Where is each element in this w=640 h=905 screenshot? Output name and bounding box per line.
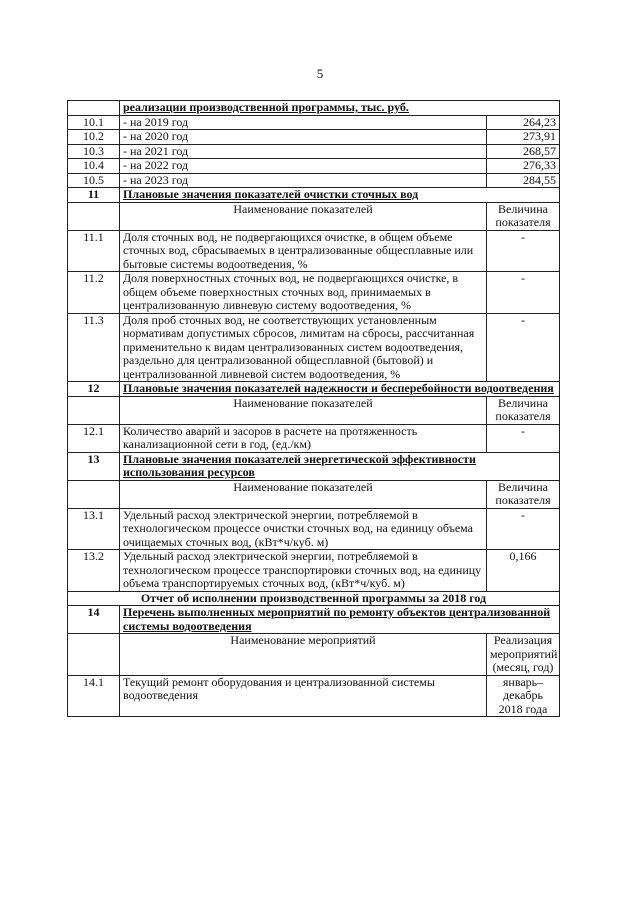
section-title: Плановые значения показателей очистки сточных вод [120,188,560,203]
table-row [68,272,560,314]
row-number: 10.5 [68,173,120,188]
row-number: 13.2 [68,550,120,592]
table-row [68,675,560,717]
row-label: - на 2022 год [120,159,487,174]
table-row [68,115,560,130]
table-row [68,313,560,382]
row-label: Количество аварий и засоров в расчете на протяженность канализационной сети в год, (ед./км) [120,424,487,452]
column-header-value: Реализация мероприятий (месяц, год) [487,634,560,676]
section-number: 12 [68,382,120,397]
report-title-row [68,591,560,606]
row-value: 276,33 [487,159,560,174]
column-header-value: Величина показателя [487,396,560,424]
section-title: Плановые значения показателей надежности и бесперебойности водоотведения [120,382,560,397]
row-label: - на 2019 год [120,115,487,130]
table-row [68,508,560,550]
row-value: - [487,313,560,382]
column-header-row [68,480,560,508]
section-number: 13 [68,452,120,480]
row-number: 11.2 [68,272,120,314]
section-10-title-row [68,101,560,116]
section-title: Перечень выполненных мероприятий по ремонту объектов централизованной системы водоотведения [120,606,560,634]
row-value: - [487,424,560,452]
column-header-row [68,202,560,230]
section-14-title-row [68,606,560,634]
table-row [68,159,560,174]
table-row [68,230,560,272]
row-label: Доля поверхностных сточных вод, не подвергающихся очистке, в общем объеме поверхностных сточных вод, принимаемых в централизованную ливневую систему водоотведения, % [120,272,487,314]
table-row [68,550,560,592]
row-label: Доля сточных вод, не подвергающихся очистке, в общем объеме сточных вод, сбрасываемых в централизованные общесплавные или бытовые системы водоотведения, % [120,230,487,272]
section-number: 11 [68,188,120,203]
row-label: Текущий ремонт оборудования и централизованной системы водоотведения [120,675,487,717]
row-number: 10.4 [68,159,120,174]
row-value: - [487,230,560,272]
row-value: 273,91 [487,130,560,145]
row-label: Удельный расход электрической энергии, потребляемой в технологическом процессе очистки сточных вод, на единицу объема очищаемых сточных вод, (кВт*ч/куб. м) [120,508,487,550]
section-11-title-row [68,188,560,203]
column-header-name: Наименование мероприятий [120,634,487,676]
section-title: Плановые значения показателей энергетической эффективности использования ресурсов [120,452,560,480]
row-number: 11.1 [68,230,120,272]
table-row [68,144,560,159]
row-value: 264,23 [487,115,560,130]
row-number: 13.1 [68,508,120,550]
section-12-title-row [68,382,560,397]
row-label: - на 2020 год [120,130,487,145]
row-number: 14.1 [68,675,120,717]
row-label: Доля проб сточных вод, не соответствующих установленным нормативам допустимых сбросов, лимитам на сбросы, рассчитанная применительно к видам централизованных систем водоотведения, раздельно для централизованной общесплавной (бытовой) и централизованной ливневой систем водоотведения, % [120,313,487,382]
report-title: Отчет об исполнении производственной программы за 2018 год [68,591,560,606]
row-value: январь–декабрь 2018 года [487,675,560,717]
row-number: 10.3 [68,144,120,159]
table-row [68,173,560,188]
row-number: 12.1 [68,424,120,452]
row-label: - на 2023 год [120,173,487,188]
row-label: Удельный расход электрической энергии, потребляемой в технологическом процессе транспортировки сточных вод, на единицу объема транспортируемых сточных вод, (кВт*ч/куб. м) [120,550,487,592]
table-row [68,424,560,452]
column-header-name: Наименование показателей [120,396,487,424]
row-value: 0,166 [487,550,560,592]
row-value: - [487,272,560,314]
column-header-row [68,396,560,424]
section-number: 14 [68,606,120,634]
row-label: - на 2021 год [120,144,487,159]
column-header-name: Наименование показателей [120,202,487,230]
page-number: 5 [316,66,324,81]
row-number: 10.1 [68,115,120,130]
row-number: 10.2 [68,130,120,145]
column-header-row [68,634,560,676]
column-header-name: Наименование показателей [120,480,487,508]
row-value: 268,57 [487,144,560,159]
section-13-title-row [68,452,560,480]
table-row [68,130,560,145]
column-header-value: Величина показателя [487,480,560,508]
row-value: - [487,508,560,550]
column-header-value: Величина показателя [487,202,560,230]
row-number: 11.3 [68,313,120,382]
section-title: реализации производственной программы, тыс. руб. [120,101,560,116]
row-value: 284,55 [487,173,560,188]
indicators-table [67,100,560,717]
